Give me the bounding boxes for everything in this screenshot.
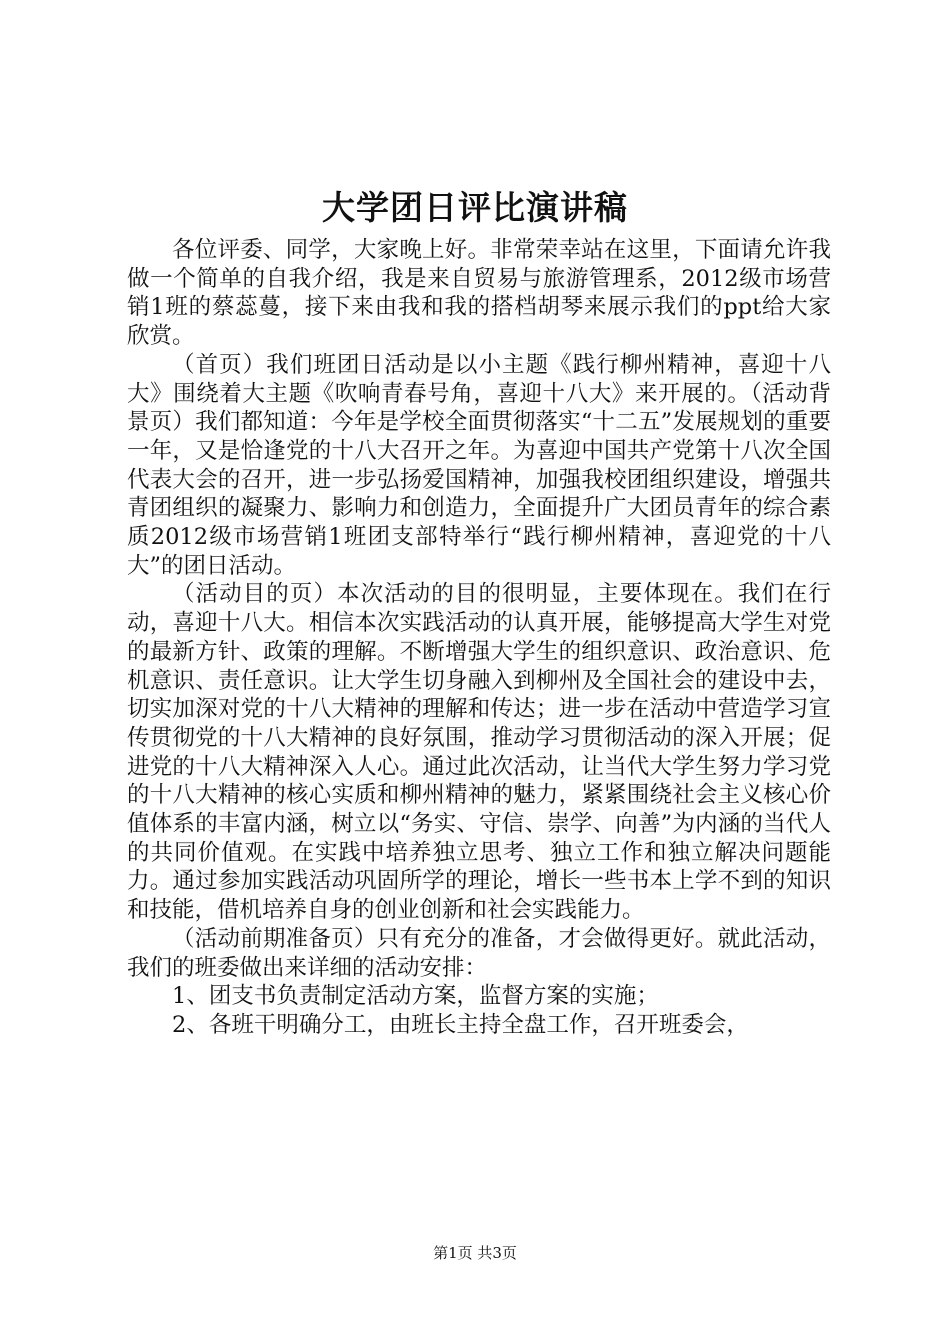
paragraph-intro: 各位评委、同学，大家晚上好。非常荣幸站在这里，下面请允许我做一个简单的自我介绍，我是来自贸易与旅游管理系，2012级市场营销1班的蔡蕊蔓，接下来由我和我的搭档胡琴来展示我们的ppt给大家欣赏。 [127,237,831,350]
paragraph-purpose: （活动目的页）本次活动的目的很明显，主要体现在。我们在行动，喜迎十八大。相信本次实践活动的认真开展，能够提高大学生对党的最新方针、政策的理解。不断增强大学生的组织意识、政治意识、危机意识、责任意识。让大学生切身融入到柳州及全国社会的建设中去，切实加深对党的十八大精神的理解和传达；进一步在活动中营造学习宣传贯彻党的十八大精神的良好氛围，推动学习贯彻活动的深入开展；促进党的十八大精神深入人心。通过此次活动，让当代大学生努力学习党的十八大精神的核心实质和柳州精神的魅力，紧紧围绕社会主义核心价值体系的丰富内涵，树立以“务实、守信、崇学、向善”为内涵的当代人的共同价值观。在实践中培养独立思考、独立工作和独立解决问题能力。通过参加实践活动巩固所学的理论，增长一些书本上学不到的知识和技能，借机培养自身的创业创新和社会实践能力。 [127,581,831,924]
page-footer: 第1页 共3页 [433,1244,517,1262]
document-body [127,236,831,1040]
document-title: 大学团日评比演讲稿 [322,188,628,227]
paragraph-preparation: （活动前期准备页）只有充分的准备，才会做得更好。就此活动，我们的班委做出来详细的活动安排： [127,925,831,981]
list-item: 2、各班干明确分工，由班长主持全盘工作，召开班委会， [172,1011,749,1038]
list-item: 1、团支书负责制定活动方案，监督方案的实施； [172,983,659,1010]
paragraph-background: （首页）我们班团日活动是以小主题《践行柳州精神，喜迎十八大》围绕着大主题《吹响青春号角，喜迎十八大》来开展的。（活动背景页）我们都知道：今年是学校全面贯彻落实“十二五”发展规划的重要一年，又是恰逢党的十八大召开之年。为喜迎中国共产党第十八次全国代表大会的召开，进一步弘扬爱国精神，加强我校团组织建设，增强共青团组织的凝聚力、影响力和创造力，全面提升广大团员青年的综合素质2012级市场营销1班团支部特举行“践行柳州精神，喜迎党的十八大”的团日活动。 [127,351,831,579]
